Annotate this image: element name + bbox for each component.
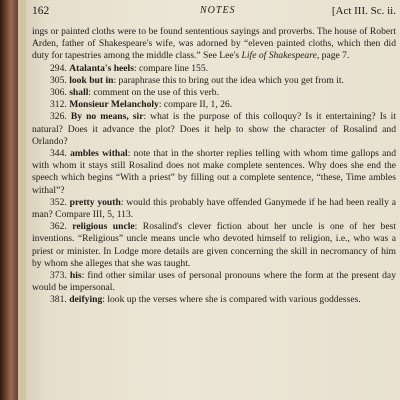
note-294 xyxy=(32,63,396,75)
note-344 xyxy=(32,148,396,197)
note-headword: ambles withal xyxy=(70,148,128,160)
note-number: 294. xyxy=(50,62,67,74)
running-title: NOTES xyxy=(200,5,236,16)
note-text: : Rosalind's clever fiction about her uncle is one of her best inventions. “Religious” uncle means uncle who devoted himself to religion, i.e., who was a priest or minister. In Lodge more details are given concerning the skill in necromancy of him by whom she alleges that she was taught. xyxy=(32,221,396,269)
note-text: : note that in the shorter replies telling with whom time gallops and with whom it stays still Rosalind does not make complete sentences. Why does she end the speech which begins “With a priest” by filling out a complete sentence, “these, Time ambles withal”? xyxy=(32,148,396,196)
intro-paragraph xyxy=(32,26,396,63)
note-305 xyxy=(32,75,396,87)
book-spine xyxy=(0,0,20,400)
note-text: : paraphrase this to bring out the idea which you get from it. xyxy=(113,74,344,86)
note-headword: his xyxy=(69,270,82,282)
note-headword: look but in xyxy=(69,74,114,86)
act-scene-reference: [Act III. Sc. ii. xyxy=(331,5,396,17)
note-number: 352. xyxy=(50,196,67,208)
note-text: : compare II, 1, 26. xyxy=(158,99,233,111)
intro-book-title: Life of Shakespeare xyxy=(241,50,317,62)
book-page xyxy=(26,0,400,400)
notes-body xyxy=(32,26,396,307)
running-header xyxy=(32,5,396,23)
note-312 xyxy=(32,99,396,111)
note-number: 306. xyxy=(50,87,67,99)
note-number: 381. xyxy=(50,294,67,306)
note-headword: By no means, sir xyxy=(70,111,144,123)
note-number: 326. xyxy=(50,111,67,123)
page-number: 162 xyxy=(32,5,50,17)
note-362 xyxy=(32,221,396,270)
note-number: 344. xyxy=(50,148,67,160)
note-number: 312. xyxy=(50,99,67,111)
note-text: : what is the purpose of this colloquy? Is it entertaining? Is it natural? Does it advance the plot? Does it help to show the character of Rosalind and Orlando? xyxy=(32,111,397,147)
intro-tail: , page 7. xyxy=(316,50,350,62)
note-headword: Atalanta's heels xyxy=(69,62,134,74)
note-text: : comment on the use of this verb. xyxy=(88,87,219,99)
note-text: : compare line 155. xyxy=(133,62,209,74)
note-number: 373. xyxy=(50,270,67,282)
note-number: 362. xyxy=(50,221,67,233)
note-306 xyxy=(32,87,396,99)
note-headword: religious uncle xyxy=(72,221,135,233)
note-326 xyxy=(32,111,396,148)
note-373 xyxy=(32,270,396,294)
note-352 xyxy=(32,197,396,221)
note-381 xyxy=(32,294,396,306)
note-headword: pretty youth xyxy=(69,196,121,208)
note-headword: deifying xyxy=(69,294,103,306)
note-text: : find other similar uses of personal pronouns where the form at the present day would be impersonal. xyxy=(32,270,396,294)
note-text: : look up the verses where she is compared with various goddesses. xyxy=(102,294,361,306)
note-number: 305. xyxy=(50,74,67,86)
intro-text: ings or painted cloths were to be found sententious sayings and proverbs. The house of Robert Arden, father of Shakespeare's wife, was adorned by “eleven painted cloths, which then did duty for tapestries among the middle class.” See Lee's xyxy=(32,26,396,62)
note-text: : would this probably have offended Ganymede if he had been really a man? Compare III, 5, 113. xyxy=(32,196,396,221)
note-headword: shall xyxy=(69,87,89,99)
note-headword: Monsieur Melancholy xyxy=(69,99,159,111)
